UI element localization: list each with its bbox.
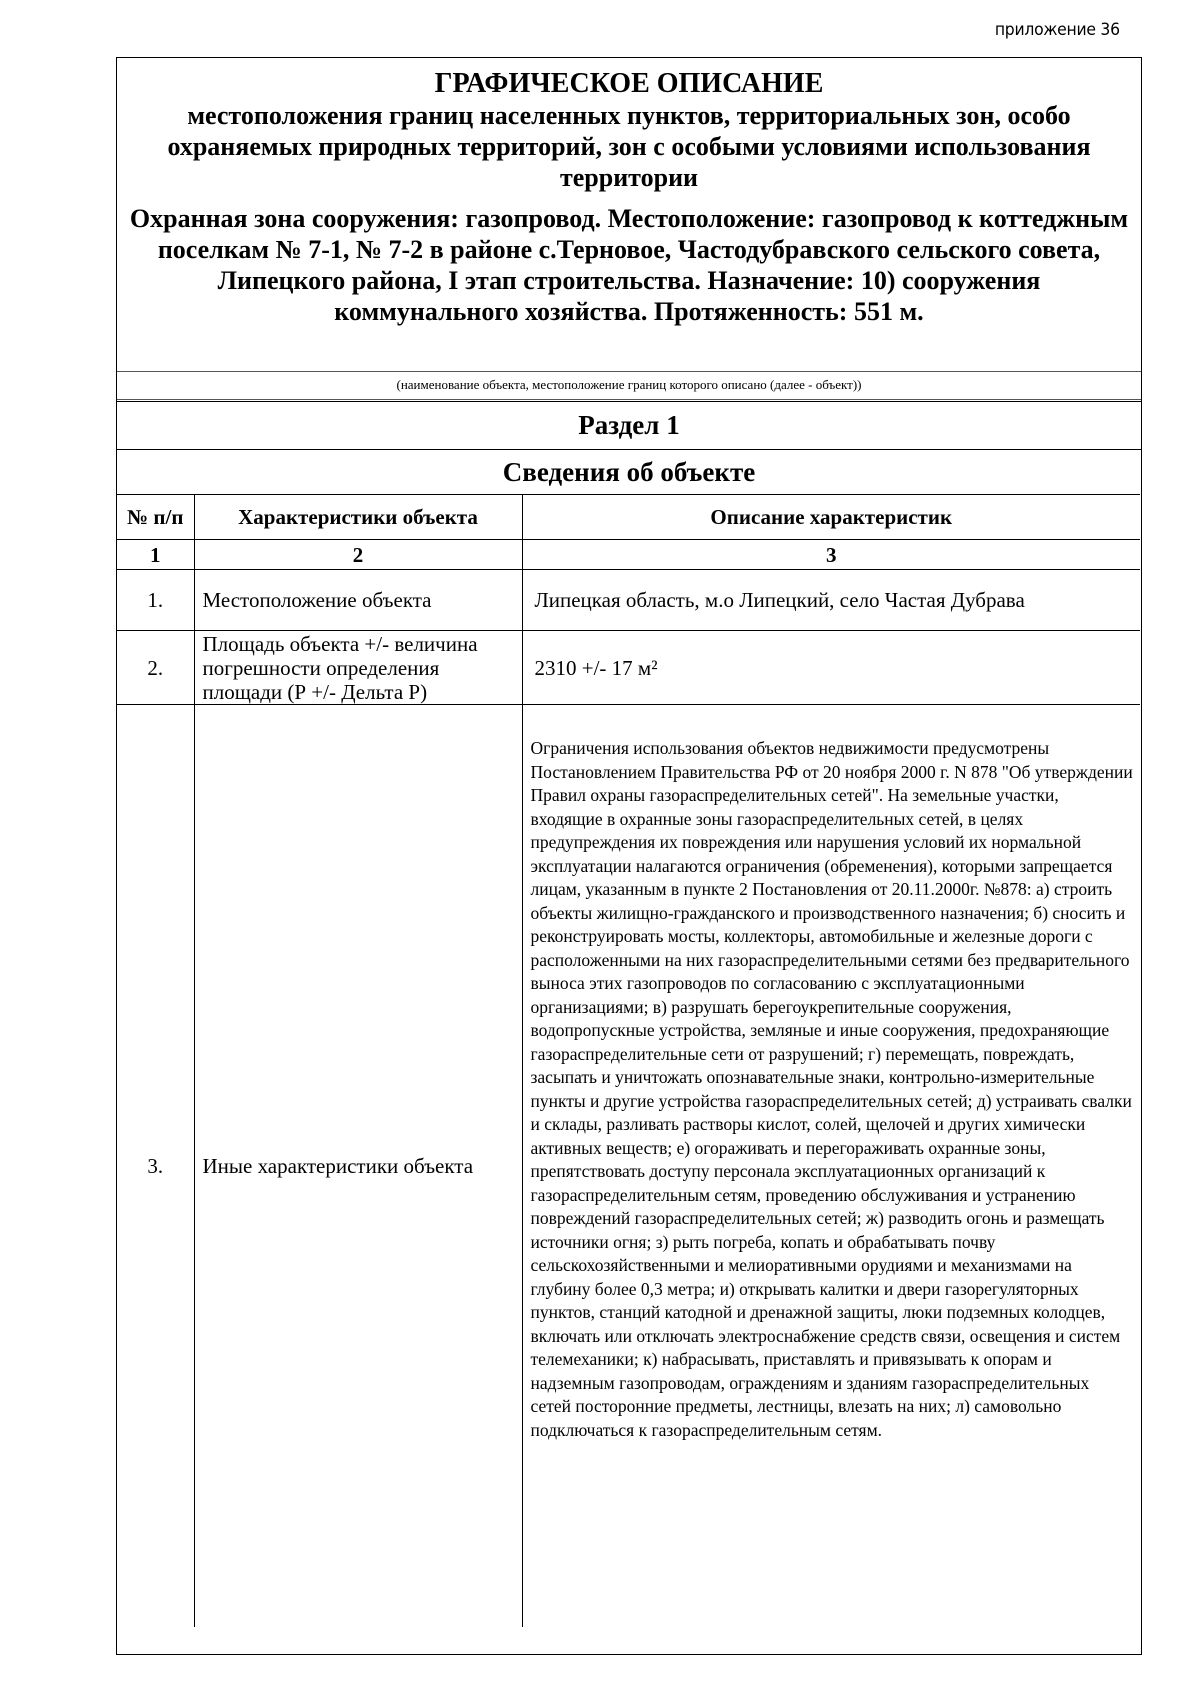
document-title: ГРАФИЧЕСКОЕ ОПИСАНИЕ [434, 68, 824, 99]
column-number: 2 [194, 540, 522, 570]
row-characteristic: Площадь объекта +/- величина погрешности определения площади (Р +/- Дельта Р) [194, 631, 522, 705]
object-info-table [117, 494, 1140, 1627]
object-note: (наименование объекта, местоположение границ которого описано (далее - объект)) [396, 377, 862, 392]
section-title: Раздел 1 [117, 401, 1141, 449]
document-frame [116, 57, 1142, 1655]
row-description: Ограничения использования объектов недвижимости предусмотрены Постановлением Правительства РФ от 20 ноября 2000 г. N 878 "Об утверждении Правил охраны газораспределительных сетей". На земельные участки, входящие в охранные зоны газораспределительных сетей, в целях предупреждения их повреждения или нарушения условий их нормальной эксплуатации налагаются ограничения (обременения), которыми запрещается лицам, указанным в пункте 2 Постановления от 20.11.2000г. №878: а) строить объекты жилищно-гражданского и производственного назначения; б) сносить и реконструировать мосты, коллекторы, автомобильные и железные дороги с расположенными на них газораспределительными сетями без предварительного выноса этих газопроводов по согласованию с эксплуатационными организациями; в) разрушать берегоукрепительные сооружения, водопропускные устройства, земляные и иные сооружения, предохраняющие газораспределительные сети от разрушений; г) перемещать, повреждать, засыпать и уничтожать опознавательные знаки, контрольно-измерительные пункты и другие устройства газораспределительных сетей; д) устраивать свалки и склады, разливать растворы кислот, солей, щелочей и других химически активных веществ; е) огораживать и перегораживать охранные зоны, препятствовать доступу персонала эксплуатационных организаций к газораспределительным сетям, проведению обслуживания и устранению повреждений газораспределительных сетей; ж) разводить огонь и размещать источники огня; з) рыть погреба, копать и обрабатывать почву сельскохозяйственными и мелиоративными орудиями и механизмами на глубину более 0,3 метра; и) открывать калитки и двери газорегуляторных пунктов, станций катодной и дренажной защиты, люки подземных колодцев, включать или отключать электроснабжение средств связи, освещения и систем телемеханики; к) набрасывать, приставлять и привязывать к опорам и надземным газопроводам, ограждениям и зданиям газораспределительных сетей посторонние предметы, лестницы, влезать на них; л) самовольно подключаться к газораспределительным сетям. [530, 738, 1133, 1440]
divider-line [117, 399, 1141, 400]
object-description-1: Охранная зона сооружения: газопровод. Местоположение: газопровод к коттеджным поселкам № 7-1, № 7-2 в районе с.Терновое, Частодубравского сельского совета, [129, 204, 1129, 264]
object-description-2: Липецкого района, I этап строительства. Назначение: 10) сооружения коммунального хозяйства. Протяженность: 551 м. [217, 266, 1041, 326]
row-description: Липецкая область, м.о Липецкий, село Частая Дубрава [522, 570, 1140, 631]
section-subtitle: Сведения об объекте [117, 449, 1141, 494]
annex-label: приложение 36 [995, 20, 1120, 40]
header-cell: № п/п [117, 495, 194, 540]
row-number: 2. [117, 631, 194, 705]
row-characteristic: Местоположение объекта [194, 570, 522, 631]
column-number: 1 [117, 540, 194, 570]
table-row [117, 705, 1140, 1628]
row-characteristic: Иные характеристики объекта [194, 705, 522, 1628]
row-description-cell [522, 705, 1140, 1628]
document-header [117, 58, 1141, 370]
column-number-row [117, 540, 1140, 570]
row-description: 2310 +/- 17 м² [522, 631, 1140, 705]
row-number: 1. [117, 570, 194, 631]
table-header-row [117, 495, 1140, 540]
header-cell: Характеристики объекта [194, 495, 522, 540]
header-cell: Описание характеристик [522, 495, 1140, 540]
column-number: 3 [522, 540, 1140, 570]
table-row [117, 631, 1140, 705]
divider-line [117, 371, 1141, 372]
document-subtitle: местоположения границ населенных пунктов, территориальных зон, особо охраняемых природных территорий, зон с особыми условиями использования территории [167, 101, 1091, 192]
row-number: 3. [117, 705, 194, 1628]
table-row [117, 570, 1140, 631]
